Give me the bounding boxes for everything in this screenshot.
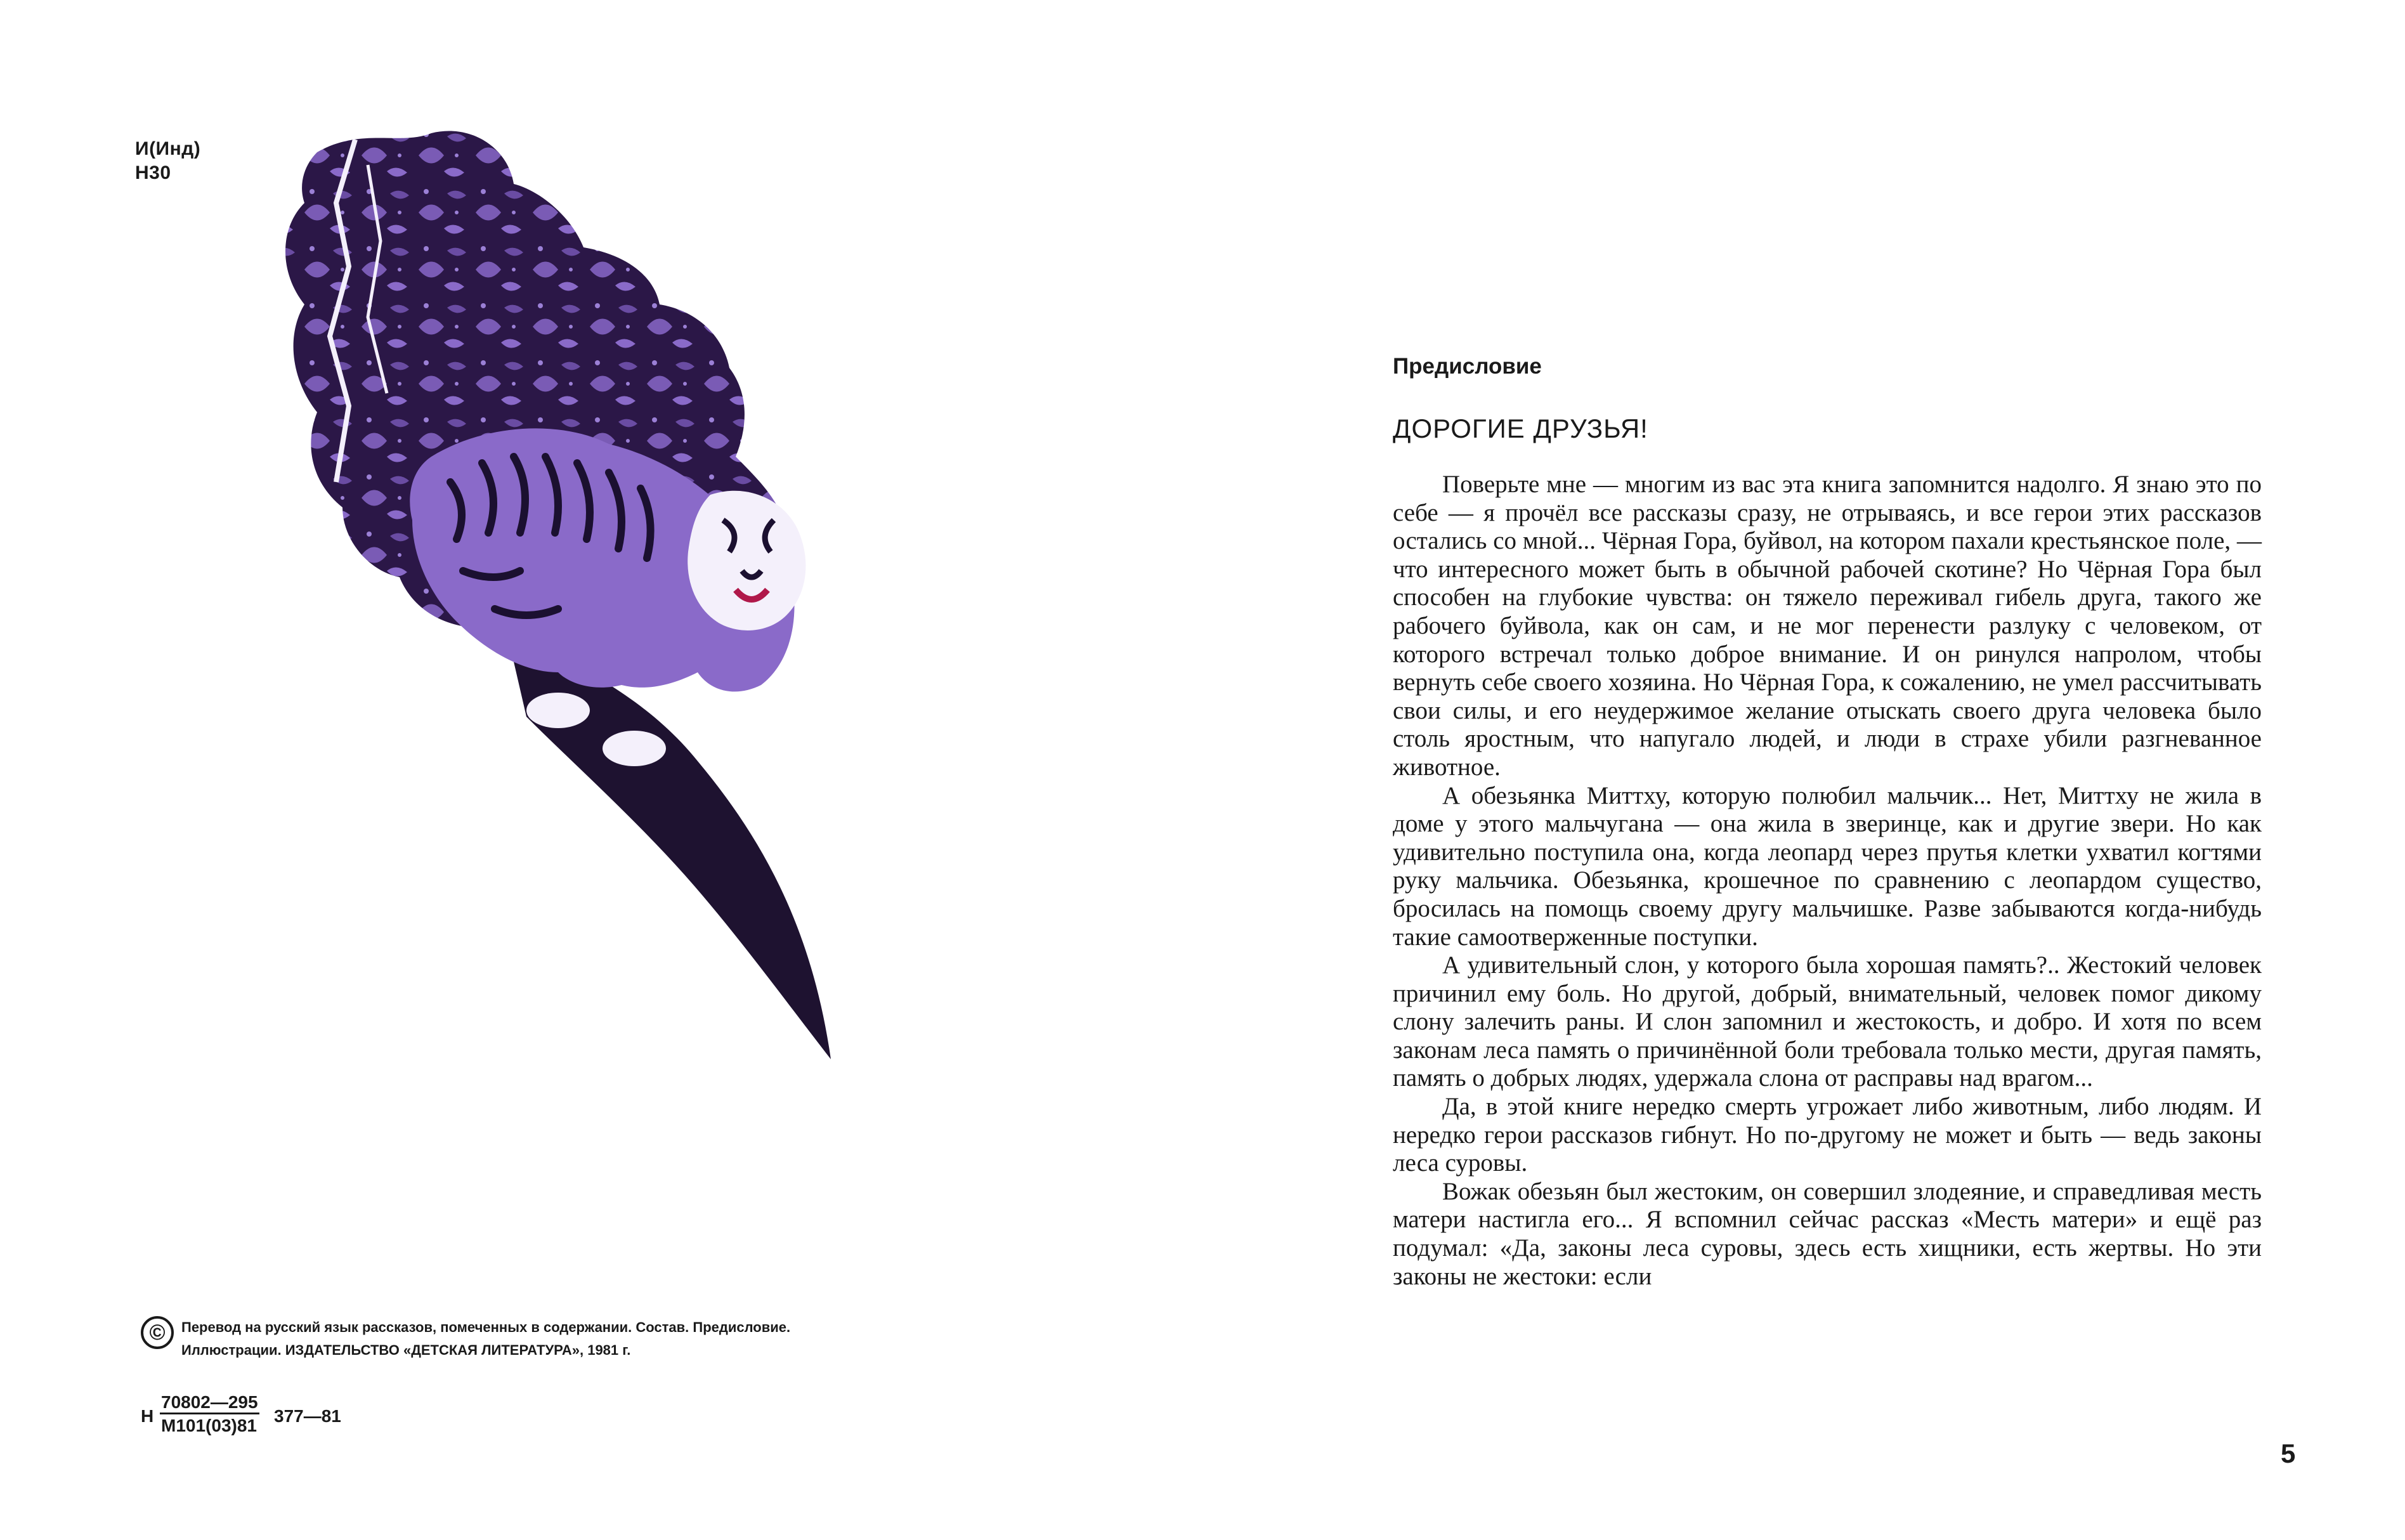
classification-line: И(Инд) — [135, 138, 201, 159]
preface-body — [1393, 471, 2262, 1291]
copyright-line: Иллюстрации. ИЗДАТЕЛЬСТВО «ДЕТСКАЯ ЛИТЕРАТУРА», 1981 г. — [181, 1342, 631, 1358]
classification-line: Н30 — [135, 162, 171, 183]
imprint-denominator: М101(03)81 — [161, 1416, 257, 1435]
imprint-letter: Н — [141, 1406, 154, 1426]
tiger-illustration — [241, 127, 1066, 1091]
copyright-line: Перевод на русский язык рассказов, помеченных в содержании. Состав. Предисловие. — [181, 1319, 791, 1335]
paragraph: Вожак обезьян был жестоким, он совершил злодеяние, и справедливая месть матери настигла его... Я вспомнил сейчас рассказ «Месть матери» и ещё раз подумал: «Да, законы леса суровы, здесь есть хищники, есть жертвы. Но эти законы не жестоки: если — [1393, 1177, 2262, 1290]
imprint-fraction — [160, 1392, 259, 1436]
paragraph: Поверьте мне — многим из вас эта книга запомнится надолго. Я знаю это по себе — я прочёл все рассказы сразу, не отрываясь, и все герои этих рассказов остались со мной... Чёрная Гора, буйвол, на котором пахали крестьянское поле, — что интересного может быть в обычной рабочей скотине? Но Чёрная Гора был способен на глубокие чувства: он тяжело переживал гибель друга, такого же рабочего буйвола, как он сам, и не мог перенести разлуку с человеком, от которого встречал только доброе внимание. И он ринулся напролом, чтобы вернуть себе своего хозяина. Но Чёрная Гора, к сожалению, не умел рассчитывать свои силы, и его неудержимое желание отыскать своего друга человека было столь яростным, что напугало людей, и люди в страхе убили разгневанное животное. — [1393, 471, 2262, 781]
classification-code — [135, 137, 200, 185]
copyright-icon: © — [141, 1316, 174, 1349]
imprint-numerator: 70802—295 — [160, 1392, 259, 1414]
section-label: Предисловие — [1393, 354, 1542, 379]
imprint-suffix: 377—81 — [274, 1406, 341, 1426]
page-number: 5 — [2281, 1439, 2296, 1468]
paragraph: А обезьянка Миттху, которую полюбил мальчик... Нет, Миттху не жила в доме у этого мальчугана — она жила в зверинце, как и другие звери. Но как удивительно поступила она, когда леопард через прутья клетки ухватил когтями руку мальчика. Обезьянка, крошечное по сравнению с леопардом существо, бросилась на помощь своему другу мальчишке. Разве забываются когда-нибудь такие самоотверженные поступки. — [1393, 781, 2262, 951]
left-page — [0, 0, 1202, 1540]
paragraph: А удивительный слон, у которого была хорошая память?.. Жестокий человек причинил ему боль. Но другой, добрый, внимательный, человек помог дикому слону залечить раны. И слон запомнил и жестокость, и добро. И хотя по всем законам леса память о причинённой боли требовала только мести, другая память, память о добрых людях, удержала слона от расправы над врагом... — [1393, 951, 2262, 1092]
tiger-head — [688, 491, 805, 630]
preface-heading: ДОРОГИЕ ДРУЗЬЯ! — [1393, 414, 1648, 443]
paragraph: Да, в этой книге нередко смерть угрожает либо животным, либо людям. И нередко герои рассказов гибнут. Но по-другому не может и быть — ведь законы леса суровы. — [1393, 1093, 2262, 1177]
copyright-text — [181, 1316, 790, 1362]
